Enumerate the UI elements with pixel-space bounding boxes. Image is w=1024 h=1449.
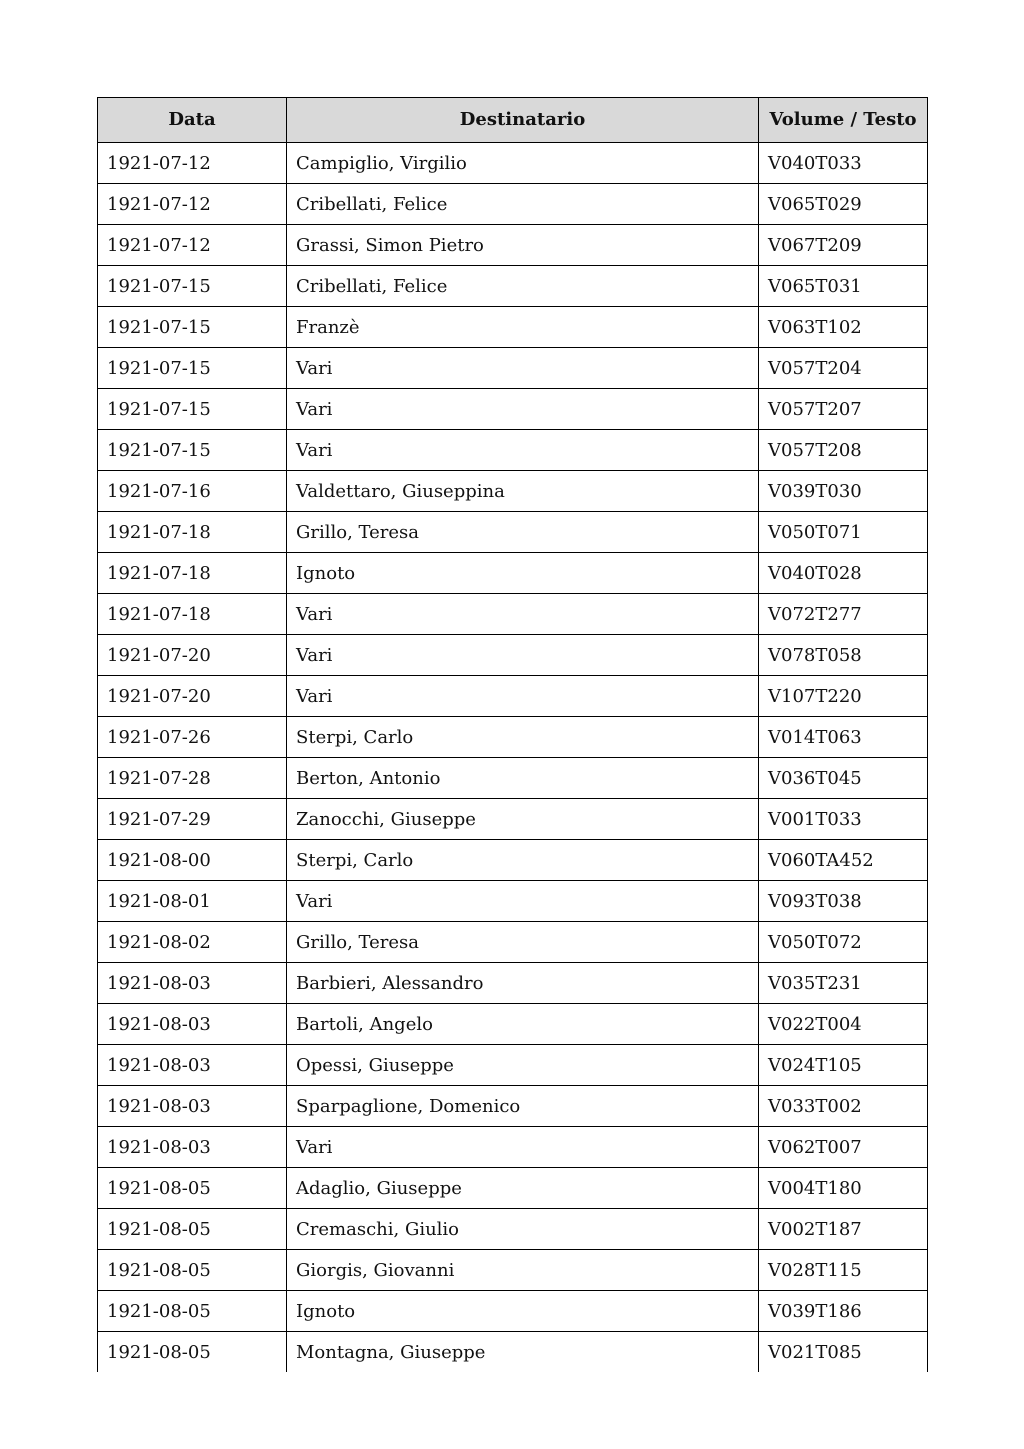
table-row — [98, 512, 928, 553]
table-row — [98, 225, 928, 266]
cell-date: 1921-07-12 — [98, 184, 287, 225]
cell-destinatario: Grillo, Teresa — [287, 512, 759, 553]
cell-date: 1921-07-15 — [98, 430, 287, 471]
cell-destinatario: Vari — [287, 1127, 759, 1168]
cell-date: 1921-08-05 — [98, 1250, 287, 1291]
cell-destinatario: Sterpi, Carlo — [287, 717, 759, 758]
table-row — [98, 1168, 928, 1209]
cell-volume-testo: V065T031 — [759, 266, 928, 307]
cell-destinatario: Montagna, Giuseppe — [287, 1332, 759, 1373]
table-row — [98, 1086, 928, 1127]
table-row — [98, 1209, 928, 1250]
cell-destinatario: Ignoto — [287, 553, 759, 594]
cell-date: 1921-07-18 — [98, 512, 287, 553]
cell-volume-testo: V065T029 — [759, 184, 928, 225]
cell-date: 1921-07-20 — [98, 676, 287, 717]
cell-destinatario: Sparpaglione, Domenico — [287, 1086, 759, 1127]
cell-destinatario: Bartoli, Angelo — [287, 1004, 759, 1045]
table-row — [98, 389, 928, 430]
cell-date: 1921-07-15 — [98, 389, 287, 430]
document-page — [97, 97, 927, 1372]
cell-destinatario: Grassi, Simon Pietro — [287, 225, 759, 266]
cell-destinatario: Adaglio, Giuseppe — [287, 1168, 759, 1209]
cell-volume-testo: V057T207 — [759, 389, 928, 430]
cell-volume-testo: V060TA452 — [759, 840, 928, 881]
cell-volume-testo: V050T072 — [759, 922, 928, 963]
cell-destinatario: Vari — [287, 635, 759, 676]
header-row — [98, 98, 928, 143]
cell-date: 1921-08-05 — [98, 1168, 287, 1209]
cell-volume-testo: V040T033 — [759, 143, 928, 184]
table-row — [98, 840, 928, 881]
table-row — [98, 1291, 928, 1332]
cell-volume-testo: V036T045 — [759, 758, 928, 799]
cell-volume-testo: V028T115 — [759, 1250, 928, 1291]
table-row — [98, 758, 928, 799]
cell-destinatario: Opessi, Giuseppe — [287, 1045, 759, 1086]
table-row — [98, 266, 928, 307]
table-row — [98, 1127, 928, 1168]
table-row — [98, 1004, 928, 1045]
header-data: Data — [98, 98, 287, 143]
table-row — [98, 717, 928, 758]
cell-destinatario: Cremaschi, Giulio — [287, 1209, 759, 1250]
cell-destinatario: Ignoto — [287, 1291, 759, 1332]
cell-date: 1921-08-05 — [98, 1209, 287, 1250]
cell-volume-testo: V024T105 — [759, 1045, 928, 1086]
cell-date: 1921-07-20 — [98, 635, 287, 676]
letters-table — [97, 97, 928, 1372]
cell-volume-testo: V039T030 — [759, 471, 928, 512]
cell-date: 1921-07-29 — [98, 799, 287, 840]
table-body — [98, 143, 928, 1373]
cell-date: 1921-07-15 — [98, 266, 287, 307]
cell-date: 1921-08-03 — [98, 1045, 287, 1086]
cell-date: 1921-07-28 — [98, 758, 287, 799]
table-row — [98, 922, 928, 963]
table-row — [98, 184, 928, 225]
cell-volume-testo: V063T102 — [759, 307, 928, 348]
cell-volume-testo: V004T180 — [759, 1168, 928, 1209]
cell-volume-testo: V050T071 — [759, 512, 928, 553]
cell-volume-testo: V002T187 — [759, 1209, 928, 1250]
cell-date: 1921-07-12 — [98, 143, 287, 184]
cell-destinatario: Giorgis, Giovanni — [287, 1250, 759, 1291]
table-row — [98, 471, 928, 512]
cell-destinatario: Sterpi, Carlo — [287, 840, 759, 881]
cell-destinatario: Vari — [287, 348, 759, 389]
cell-date: 1921-08-03 — [98, 1004, 287, 1045]
table-header — [98, 98, 928, 143]
cell-volume-testo: V022T004 — [759, 1004, 928, 1045]
table-row — [98, 881, 928, 922]
cell-date: 1921-07-18 — [98, 553, 287, 594]
cell-date: 1921-08-03 — [98, 1127, 287, 1168]
cell-destinatario: Vari — [287, 881, 759, 922]
table-row — [98, 348, 928, 389]
table-row — [98, 1045, 928, 1086]
cell-volume-testo: V107T220 — [759, 676, 928, 717]
cell-date: 1921-08-01 — [98, 881, 287, 922]
cell-volume-testo: V062T007 — [759, 1127, 928, 1168]
table-row — [98, 430, 928, 471]
cell-date: 1921-08-03 — [98, 1086, 287, 1127]
cell-date: 1921-07-12 — [98, 225, 287, 266]
cell-date: 1921-07-16 — [98, 471, 287, 512]
cell-volume-testo: V014T063 — [759, 717, 928, 758]
cell-destinatario: Grillo, Teresa — [287, 922, 759, 963]
header-volume-testo: Volume / Testo — [759, 98, 928, 143]
table-row — [98, 307, 928, 348]
cell-date: 1921-08-03 — [98, 963, 287, 1004]
cell-date: 1921-08-00 — [98, 840, 287, 881]
table-row — [98, 963, 928, 1004]
cell-destinatario: Vari — [287, 389, 759, 430]
cell-destinatario: Zanocchi, Giuseppe — [287, 799, 759, 840]
table-row — [98, 635, 928, 676]
cell-volume-testo: V001T033 — [759, 799, 928, 840]
cell-volume-testo: V021T085 — [759, 1332, 928, 1373]
cell-destinatario: Barbieri, Alessandro — [287, 963, 759, 1004]
cell-destinatario: Franzè — [287, 307, 759, 348]
table-row — [98, 553, 928, 594]
table-row — [98, 1332, 928, 1373]
cell-volume-testo: V067T209 — [759, 225, 928, 266]
cell-volume-testo: V072T277 — [759, 594, 928, 635]
table-row — [98, 1250, 928, 1291]
cell-volume-testo: V057T208 — [759, 430, 928, 471]
cell-volume-testo: V033T002 — [759, 1086, 928, 1127]
table-row — [98, 676, 928, 717]
cell-date: 1921-08-05 — [98, 1332, 287, 1373]
cell-volume-testo: V078T058 — [759, 635, 928, 676]
header-destinatario: Destinatario — [287, 98, 759, 143]
cell-date: 1921-08-05 — [98, 1291, 287, 1332]
cell-volume-testo: V039T186 — [759, 1291, 928, 1332]
cell-destinatario: Valdettaro, Giuseppina — [287, 471, 759, 512]
cell-date: 1921-07-18 — [98, 594, 287, 635]
cell-volume-testo: V040T028 — [759, 553, 928, 594]
table-row — [98, 594, 928, 635]
cell-destinatario: Vari — [287, 676, 759, 717]
cell-destinatario: Berton, Antonio — [287, 758, 759, 799]
cell-volume-testo: V093T038 — [759, 881, 928, 922]
cell-date: 1921-08-02 — [98, 922, 287, 963]
table-row — [98, 799, 928, 840]
cell-destinatario: Cribellati, Felice — [287, 184, 759, 225]
cell-volume-testo: V057T204 — [759, 348, 928, 389]
cell-destinatario: Vari — [287, 430, 759, 471]
cell-destinatario: Campiglio, Virgilio — [287, 143, 759, 184]
cell-volume-testo: V035T231 — [759, 963, 928, 1004]
cell-date: 1921-07-15 — [98, 307, 287, 348]
cell-destinatario: Cribellati, Felice — [287, 266, 759, 307]
cell-date: 1921-07-15 — [98, 348, 287, 389]
cell-destinatario: Vari — [287, 594, 759, 635]
table-row — [98, 143, 928, 184]
cell-date: 1921-07-26 — [98, 717, 287, 758]
